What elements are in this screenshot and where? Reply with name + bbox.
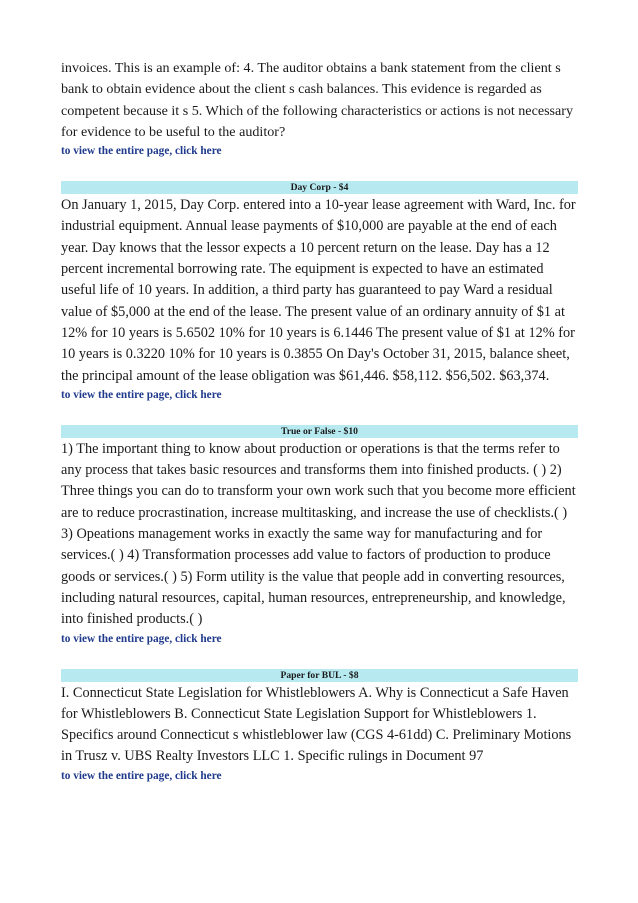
intro-block	[61, 58, 578, 159]
document-page	[61, 58, 578, 784]
intro-text: invoices. This is an example of: 4. The auditor obtains a bank statement from the client s bank to obtain evidence about the client s cash balances. This evidence is regarded as competent because it s 5. Which of the following characteristics or actions is not necessary for evidence to be useful to the auditor?	[61, 60, 574, 140]
section-text: 1) The important thing to know about production or operations is that the terms refer to any process that takes basic resources and transforms them into finished products. ( ) 2) Three things you can do to transform your own work such that you become more efficient are to reduce procrastination, increase multitasking, and increase the use of checklists.( ) 3) Opeations management works in exactly the same way for manufacturing and for services.( ) 4) Transformation processes add value to factors of production to produce goods or services.( ) 5) Form utility is the value that people add in converting resources, including natural resources, capital, human resources, entrepreneurship, and knowledge, into finished products.( )	[61, 440, 576, 628]
intro-view-link[interactable]: to view the entire page, click here	[61, 145, 222, 158]
section-header: True or False - $10	[61, 425, 578, 438]
section-paper-for-bul	[61, 669, 578, 784]
section-header: Paper for BUL - $8	[61, 669, 578, 682]
section-header: Day Corp - $4	[61, 181, 578, 194]
section-text: I. Connecticut State Legislation for Whistleblowers A. Why is Connecticut a Safe Haven for Whistleblowers B. Connecticut State Legislation Support for Whistleblowers 1. Specifics around Connecticut s whistleblower law (CGS 4-61dd) C. Preliminary Motions in Trusz v. UBS Realty Investors LLC 1. Specific rulings in Document 97	[61, 684, 572, 765]
section-view-link[interactable]: to view the entire page, click here	[61, 632, 222, 645]
section-day-corp	[61, 181, 578, 403]
section-view-link[interactable]: to view the entire page, click here	[61, 388, 222, 401]
section-view-link[interactable]: to view the entire page, click here	[61, 769, 222, 782]
section-text: On January 1, 2015, Day Corp. entered into a 10-year lease agreement with Ward, Inc. for industrial equipment. Annual lease payments of $10,000 are payable at the end of each year. Day knows that the lessor expects a 10 percent return on the lease. Day has a 12 percent incremental borrowing rate. The equipment is expected to have an estimated useful life of 10 years. In addition, a third party has guaranteed to pay Ward a residual value of $5,000 at the end of the lease. The present value of an ordinary annuity of $1 at 12% for 10 years is 5.6502 10% for 10 years is 6.1446 The present value of $1 at 12% for 10 years is 0.3220 10% for 10 years is 0.3855 On Day's October 31, 2015, balance sheet, the principal amount of the lease obligation was $61,446. $58,112. $56,502. $63,374.	[61, 197, 576, 384]
section-true-or-false	[61, 425, 578, 647]
